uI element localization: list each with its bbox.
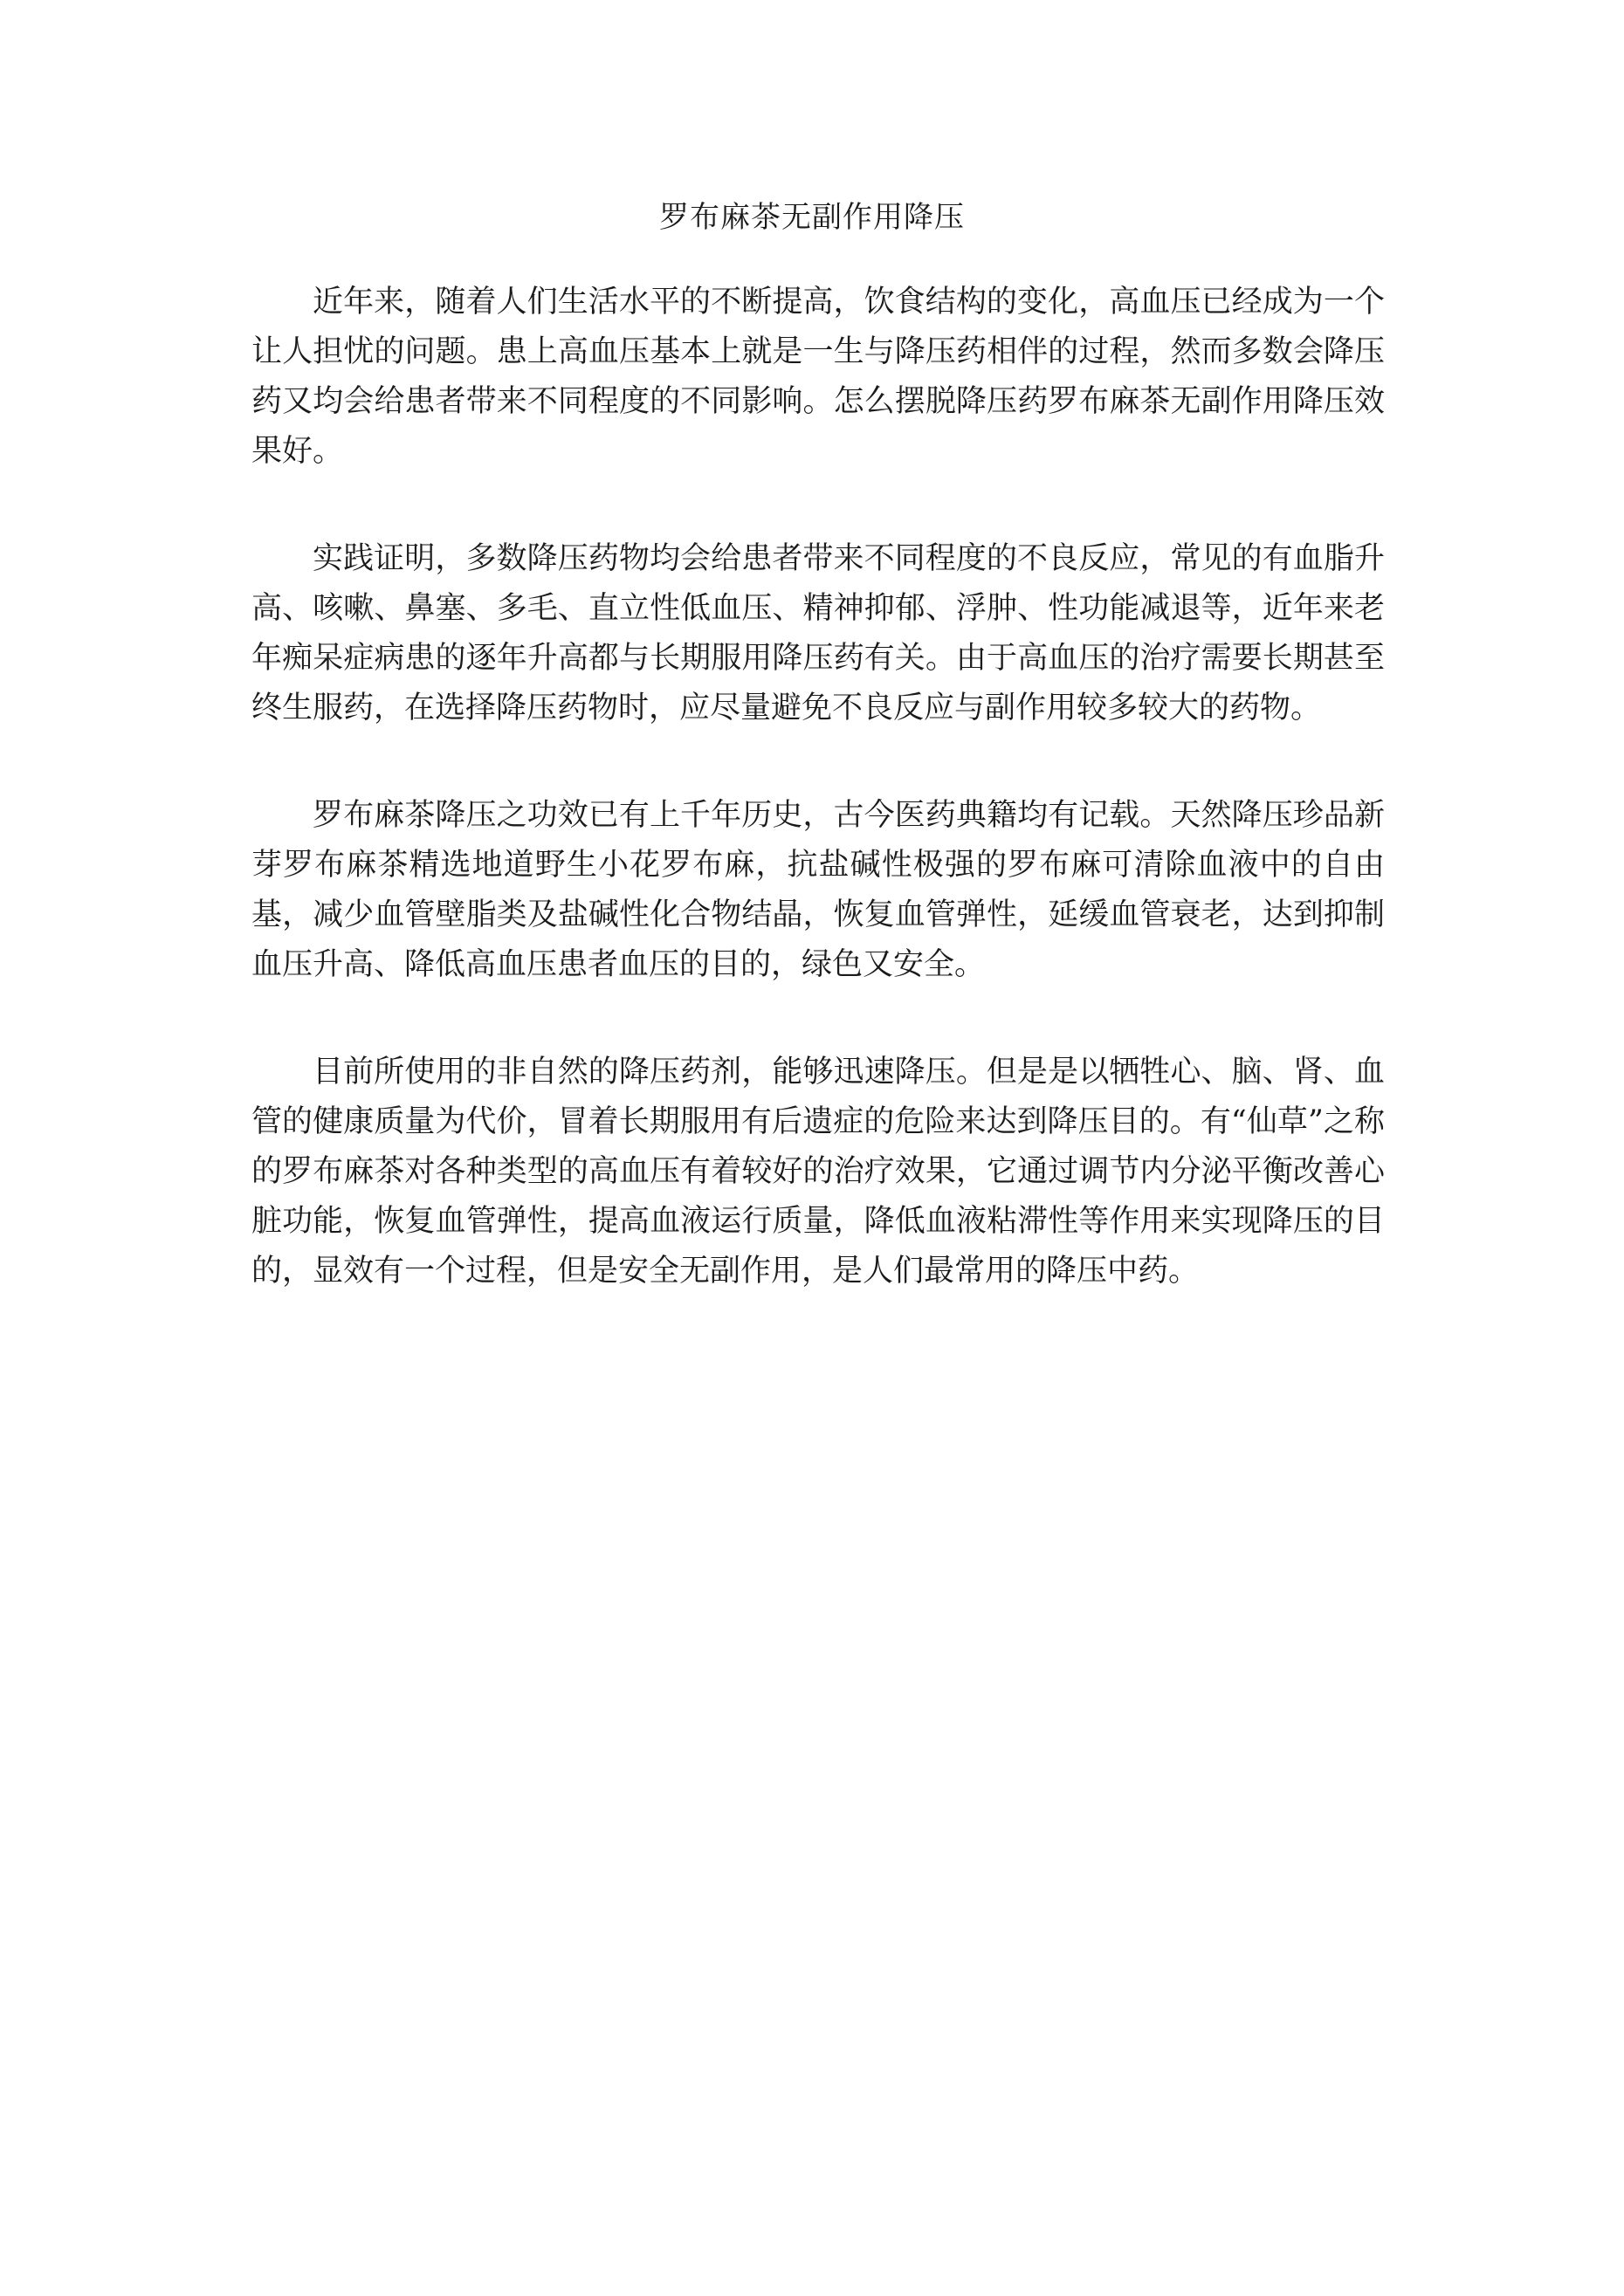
paragraph-2: 实践证明，多数降压药物均会给患者带来不同程度的不良反应，常见的有血脂升高、咳嗽、鼻塞、多毛、直立性低血压、精神抑郁、浮肿、性功能减退等，近年来老年痴呆症病患的逐年升高都与长期服用降压药有关。由于高血压的治疗需要长期甚至终生服药，在选择降压药物时，应尽量避免不良反应与副作用较多较大的药物。 [251,541,1385,725]
paragraph-4: 目前所使用的非自然的降压药剂，能够迅速降压。但是是以牺牲心、脑、肾、血管的健康质量为代价，冒着长期服用有后遗症的危险来达到降压目的。有“仙草”之称的罗布麻茶对各种类型的高血压有着较好的治疗效果，它通过调节内分泌平衡改善心脏功能，恢复血管弹性，提高血液运行质量，降低血液粘滞性等作用来实现降压的目的，显效有一个过程，但是安全无副作用，是人们最常用的降压中药。 [251,1055,1385,1289]
paragraph-1: 近年来，随着人们生活水平的不断提高，饮食结构的变化，高血压已经成为一个让人担忧的问题。患上高血压基本上就是一生与降压药相伴的过程，然而多数会降压药又均会给患者带来不同程度的不同影响。怎么摆脱降压药罗布麻茶无副作用降压效果好。 [251,285,1385,469]
document-body [251,278,1385,1354]
paragraph-3: 罗布麻茶降压之功效已有上千年历史，古今医药典籍均有记载。天然降压珍品新芽罗布麻茶精选地道野生小花罗布麻，抗盐碱性极强的罗布麻可清除血液中的自由基，减少血管壁脂类及盐碱性化合物结晶，恢复血管弹性，延缓血管衰老，达到抑制血压升高、降低高血压患者血压的目的，绿色又安全。 [251,798,1385,982]
document-title: 罗布麻茶无副作用降压 [659,200,965,235]
